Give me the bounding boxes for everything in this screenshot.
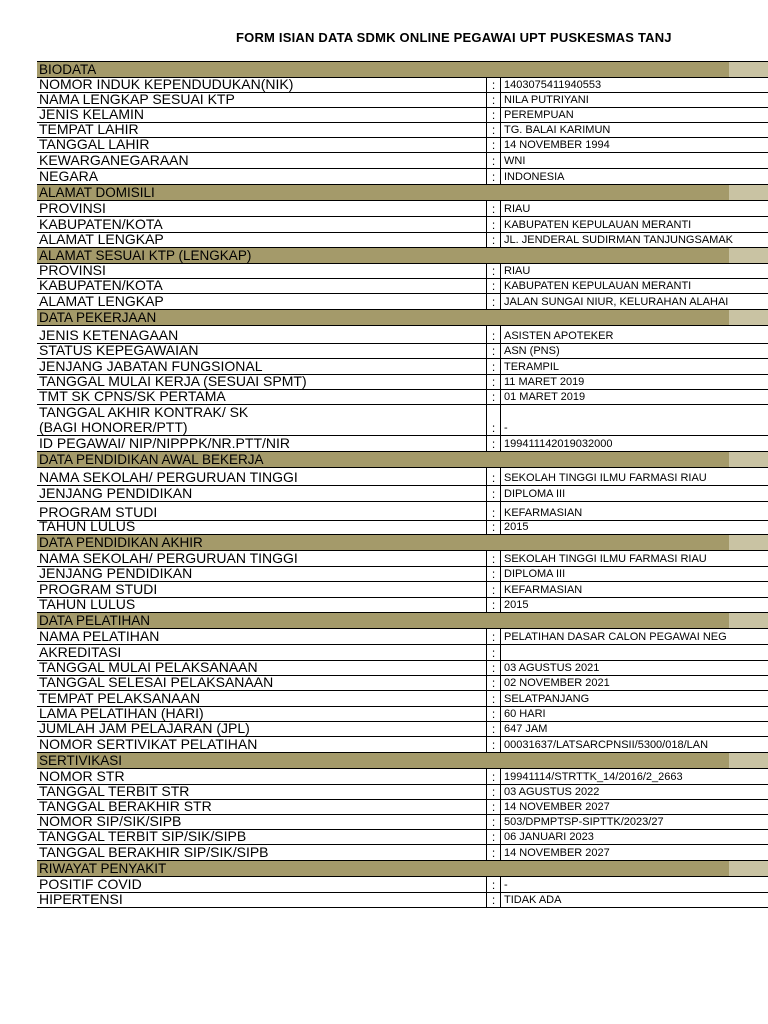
field-value: 03 AGUSTUS 2022: [500, 785, 768, 799]
form-row: [37, 264, 768, 279]
colon-separator: :: [491, 567, 496, 581]
field-label: PROGRAM STUDI: [39, 505, 158, 520]
section-header: [37, 62, 768, 78]
field-value: 14 NOVEMBER 1994: [500, 138, 768, 152]
colon-separator: :: [491, 218, 496, 232]
column-divider: [486, 217, 487, 232]
form-row: [37, 737, 768, 753]
form-row: [37, 676, 768, 691]
column-divider: [486, 326, 487, 343]
field-value: RIAU: [500, 201, 768, 216]
form-row: [37, 233, 768, 248]
colon-separator: :: [491, 390, 496, 404]
column-divider: [486, 390, 487, 404]
field-label: TANGGAL MULAI PELAKSANAAN: [39, 660, 258, 675]
section-header: [37, 861, 768, 877]
colon-separator: :: [491, 264, 496, 278]
field-value: 14 NOVEMBER 2027: [500, 845, 768, 860]
column-divider: [486, 233, 487, 247]
form-row: [37, 201, 768, 217]
colon-separator: :: [491, 375, 496, 389]
column-divider: [486, 264, 487, 278]
colon-separator: :: [491, 800, 496, 814]
colon-separator: :: [491, 830, 496, 844]
field-label: NOMOR STR: [39, 769, 125, 784]
colon-separator: :: [491, 738, 496, 752]
field-label: NAMA LENGKAP SESUAI KTP: [39, 92, 235, 107]
field-label: LAMA PELATIHAN (HARI): [39, 706, 204, 721]
column-divider: [486, 800, 487, 814]
colon-separator: :: [491, 329, 496, 343]
column-divider: [486, 375, 487, 389]
form-row: [37, 138, 768, 153]
field-label: KEWARGANEGARAAN: [39, 153, 189, 168]
form-row: [37, 279, 768, 294]
colon-separator: :: [491, 93, 496, 107]
colon-separator: :: [491, 78, 496, 92]
column-divider: [486, 598, 487, 612]
form-row: [37, 108, 768, 123]
field-label: JENJANG PENDIDIKAN: [39, 566, 193, 581]
field-label: NAMA PELATIHAN: [39, 629, 160, 644]
form-row: [37, 390, 768, 405]
colon-separator: :: [491, 598, 496, 612]
field-label: JENIS KELAMIN: [39, 107, 145, 122]
field-value: TG. BALAI KARIMUN: [500, 123, 768, 137]
column-divider: [486, 502, 487, 520]
form-table: [37, 61, 768, 908]
section-title: ALAMAT DOMISILI: [39, 184, 155, 200]
column-divider: [486, 359, 487, 374]
field-label: NOMOR INDUK KEPENDUDUKAN(NIK): [39, 77, 294, 92]
field-value: RIAU: [500, 264, 768, 278]
form-row: [37, 830, 768, 845]
colon-separator: :: [491, 722, 496, 736]
colon-separator: :: [491, 583, 496, 597]
column-divider: [486, 108, 487, 122]
field-value: 2015: [500, 598, 768, 612]
column-divider: [486, 436, 487, 451]
column-divider: [486, 737, 487, 752]
form-row: [37, 93, 768, 108]
column-divider: [486, 661, 487, 675]
colon-separator: :: [491, 815, 496, 829]
section-header: [37, 452, 768, 468]
form-row: [37, 815, 768, 830]
form-row: [37, 153, 768, 169]
form-row: [37, 769, 768, 785]
field-value: KEFARMASIAN: [500, 502, 768, 520]
field-label: HIPERTENSI: [39, 892, 123, 907]
field-label: TMT SK CPNS/SK PERTAMA: [39, 389, 226, 404]
field-value: [500, 645, 768, 660]
field-label: TANGGAL BERAKHIR SIP/SIK/SIPB: [39, 845, 269, 860]
colon-separator: :: [491, 893, 496, 907]
colon-separator: :: [491, 630, 496, 644]
field-label: PROGRAM STUDI: [39, 582, 158, 597]
field-label: TANGGAL MULAI KERJA (SESUAI SPMT): [39, 374, 307, 389]
field-label: TAHUN LULUS: [39, 597, 136, 612]
colon-separator: :: [491, 471, 496, 485]
field-label: AKREDITASI: [39, 645, 122, 660]
field-label: TANGGAL TERBIT STR: [39, 784, 190, 799]
form-row: [37, 645, 768, 661]
field-value: DIPLOMA III: [500, 486, 768, 501]
column-divider: [486, 722, 487, 736]
section-header: [37, 613, 768, 629]
column-divider: [486, 645, 487, 660]
section-title: DATA PELATIHAN: [39, 612, 151, 628]
field-label: JUMLAH JAM PELAJARAN (JPL): [39, 721, 250, 736]
field-value: 02 NOVEMBER 2021: [500, 676, 768, 690]
field-label: NAMA SEKOLAH/ PERGURUAN TINGGI: [39, 551, 298, 566]
field-label: ID PEGAWAI/ NIP/NIPPPK/NR.PTT/NIR: [39, 436, 290, 451]
column-divider: [486, 344, 487, 358]
colon-separator: :: [491, 123, 496, 137]
field-value: 00031637/LATSARCPNSII/5300/018/LAN: [500, 737, 768, 752]
form-row: [37, 707, 768, 722]
column-divider: [486, 567, 487, 581]
page-title: FORM ISIAN DATA SDMK ONLINE PEGAWAI UPT PUSKESMAS TANJ: [236, 30, 672, 45]
field-value: KEFARMASIAN: [500, 582, 768, 597]
form-row: [37, 375, 768, 390]
section-title: ALAMAT SESUAI KTP (LENGKAP): [39, 247, 252, 263]
field-value: PELATIHAN DASAR CALON PEGAWAI NEG: [500, 629, 768, 644]
field-value: TIDAK ADA: [500, 893, 768, 907]
field-value: 11 MARET 2019: [500, 375, 768, 389]
form-row: [37, 521, 768, 535]
form-row: [37, 551, 768, 567]
field-value: KABUPATEN KEPULAUAN MERANTI: [500, 217, 768, 232]
colon-separator: :: [491, 707, 496, 721]
field-value: JALAN SUNGAI NIUR, KELURAHAN ALAHAI: [500, 294, 768, 309]
form-row: [37, 486, 768, 502]
field-value: NILA PUTRIYANI: [500, 93, 768, 107]
field-value: PEREMPUAN: [500, 108, 768, 122]
form-row: [37, 893, 768, 908]
column-divider: [486, 707, 487, 721]
section-title: DATA PENDIDIKAN AWAL BEKERJA: [39, 451, 264, 467]
field-value: DIPLOMA III: [500, 567, 768, 581]
section-title: BIODATA: [39, 61, 97, 77]
section-title: DATA PENDIDIKAN AKHIR: [39, 534, 203, 550]
field-value: 503/DPMPTSP-SIPTTK/2023/27: [500, 815, 768, 829]
section-header: [37, 535, 768, 551]
column-divider: [486, 294, 487, 309]
colon-separator: :: [491, 785, 496, 799]
form-row: [37, 722, 768, 737]
form-row: [37, 661, 768, 676]
form-row: [37, 326, 768, 344]
form-row: [37, 405, 768, 436]
colon-separator: :: [491, 279, 496, 293]
field-value: SEKOLAH TINGGI ILMU FARMASI RIAU: [500, 468, 768, 485]
field-label: STATUS KEPEGAWAIAN: [39, 343, 199, 358]
field-value: TERAMPIL: [500, 359, 768, 374]
field-value: KABUPATEN KEPULAUAN MERANTI: [500, 279, 768, 293]
column-divider: [486, 785, 487, 799]
form-row: [37, 785, 768, 800]
field-value: 199411142019032000: [500, 436, 768, 451]
colon-separator: :: [491, 360, 496, 374]
field-value: 647 JAM: [500, 722, 768, 736]
field-value: WNI: [500, 153, 768, 168]
section-header: [37, 310, 768, 326]
field-label: PROVINSI: [39, 263, 106, 278]
field-label: JENJANG PENDIDIKAN: [39, 486, 193, 501]
column-divider: [486, 769, 487, 784]
column-divider: [486, 78, 487, 92]
field-label: KABUPATEN/KOTA: [39, 217, 163, 232]
field-label: TAHUN LULUS: [39, 519, 136, 534]
field-label: PROVINSI: [39, 201, 106, 216]
section-header: [37, 185, 768, 201]
colon-separator: :: [491, 676, 496, 690]
field-value: -: [500, 877, 768, 892]
column-divider: [486, 486, 487, 501]
field-label: ALAMAT LENGKAP: [39, 294, 164, 309]
colon-separator: :: [491, 344, 496, 358]
field-value: -: [500, 405, 768, 435]
colon-separator: :: [491, 437, 496, 451]
field-value: ASN (PNS): [500, 344, 768, 358]
column-divider: [486, 877, 487, 892]
column-divider: [486, 893, 487, 907]
section-header: [37, 753, 768, 769]
field-value: SELATPANJANG: [500, 691, 768, 706]
column-divider: [486, 93, 487, 107]
field-label: TANGGAL SELESAI PELAKSANAAN: [39, 675, 274, 690]
form-row: [37, 344, 768, 359]
column-divider: [486, 279, 487, 293]
form-row: [37, 169, 768, 185]
colon-separator: :: [491, 108, 496, 122]
form-row: [37, 629, 768, 645]
column-divider: [486, 676, 487, 690]
field-value: 01 MARET 2019: [500, 390, 768, 404]
field-label: POSITIF COVID: [39, 877, 142, 892]
field-label: TANGGAL AKHIR KONTRAK/ SK (BAGI HONORER/PTT): [39, 405, 249, 435]
field-value: 19941114/STRTTK_14/2016/2_2663: [500, 769, 768, 784]
column-divider: [486, 629, 487, 644]
colon-separator: :: [491, 487, 496, 501]
form-row: [37, 877, 768, 893]
section-title: RIWAYAT PENYAKIT: [39, 860, 167, 876]
column-divider: [486, 691, 487, 706]
field-value: INDONESIA: [500, 169, 768, 184]
colon-separator: :: [491, 692, 496, 706]
column-divider: [486, 405, 487, 435]
form-row: [37, 78, 768, 93]
field-label: ALAMAT LENGKAP: [39, 232, 164, 247]
field-value: SEKOLAH TINGGI ILMU FARMASI RIAU: [500, 551, 768, 566]
form-row: [37, 567, 768, 582]
form-row: [37, 294, 768, 310]
field-label: NAMA SEKOLAH/ PERGURUAN TINGGI: [39, 470, 298, 485]
column-divider: [486, 815, 487, 829]
form-row: [37, 359, 768, 375]
column-divider: [486, 201, 487, 216]
column-divider: [486, 582, 487, 597]
form-row: [37, 845, 768, 861]
colon-separator: :: [491, 770, 496, 784]
section-header: [37, 248, 768, 264]
field-label: TANGGAL LAHIR: [39, 137, 150, 152]
field-value: 14 NOVEMBER 2027: [500, 800, 768, 814]
form-row: [37, 800, 768, 815]
colon-separator: :: [491, 878, 496, 892]
field-label: NOMOR SERTIVIKAT PELATIHAN: [39, 737, 258, 752]
field-label: KABUPATEN/KOTA: [39, 278, 163, 293]
field-value: 03 AGUSTUS 2021: [500, 661, 768, 675]
section-title: SERTIVIKASI: [39, 752, 123, 768]
colon-separator: :: [491, 520, 496, 534]
colon-separator: :: [491, 506, 496, 520]
field-value: JL. JENDERAL SUDIRMAN TANJUNGSAMAK: [500, 233, 768, 247]
field-label: NEGARA: [39, 169, 99, 184]
colon-separator: :: [491, 646, 496, 660]
column-divider: [486, 468, 487, 485]
field-label: TANGGAL BERAKHIR STR: [39, 799, 212, 814]
field-value: 1403075411940553: [500, 78, 768, 92]
colon-separator: :: [491, 661, 496, 675]
form-row: [37, 436, 768, 452]
colon-separator: :: [491, 233, 496, 247]
field-label: JENJANG JABATAN FUNGSIONAL: [39, 359, 263, 374]
column-divider: [486, 845, 487, 860]
column-divider: [486, 123, 487, 137]
field-label: JENIS KETENAGAAN: [39, 328, 179, 343]
field-label: TANGGAL TERBIT SIP/SIK/SIPB: [39, 829, 247, 844]
column-divider: [486, 138, 487, 152]
form-row: [37, 598, 768, 613]
colon-separator: :: [491, 295, 496, 309]
form-row: [37, 123, 768, 138]
column-divider: [486, 830, 487, 844]
colon-separator: :: [491, 138, 496, 152]
colon-separator: :: [491, 154, 496, 168]
column-divider: [486, 551, 487, 566]
field-label: TEMPAT PELAKSANAAN: [39, 691, 201, 706]
field-label: TEMPAT LAHIR: [39, 122, 139, 137]
colon-separator: :: [491, 202, 496, 216]
form-row: [37, 468, 768, 486]
field-value: 2015: [500, 521, 768, 534]
field-value: ASISTEN APOTEKER: [500, 326, 768, 343]
section-title: DATA PEKERJAAN: [39, 309, 157, 325]
form-row: [37, 217, 768, 233]
colon-separator: :: [491, 170, 496, 184]
column-divider: [486, 153, 487, 168]
colon-separator: :: [491, 552, 496, 566]
column-divider: [486, 169, 487, 184]
field-value: 60 HARI: [500, 707, 768, 721]
colon-separator: :: [491, 421, 496, 435]
colon-separator: :: [491, 846, 496, 860]
field-label: NOMOR SIP/SIK/SIPB: [39, 814, 182, 829]
column-divider: [486, 521, 487, 534]
form-row: [37, 582, 768, 598]
field-value: 06 JANUARI 2023: [500, 830, 768, 844]
form-row: [37, 691, 768, 707]
